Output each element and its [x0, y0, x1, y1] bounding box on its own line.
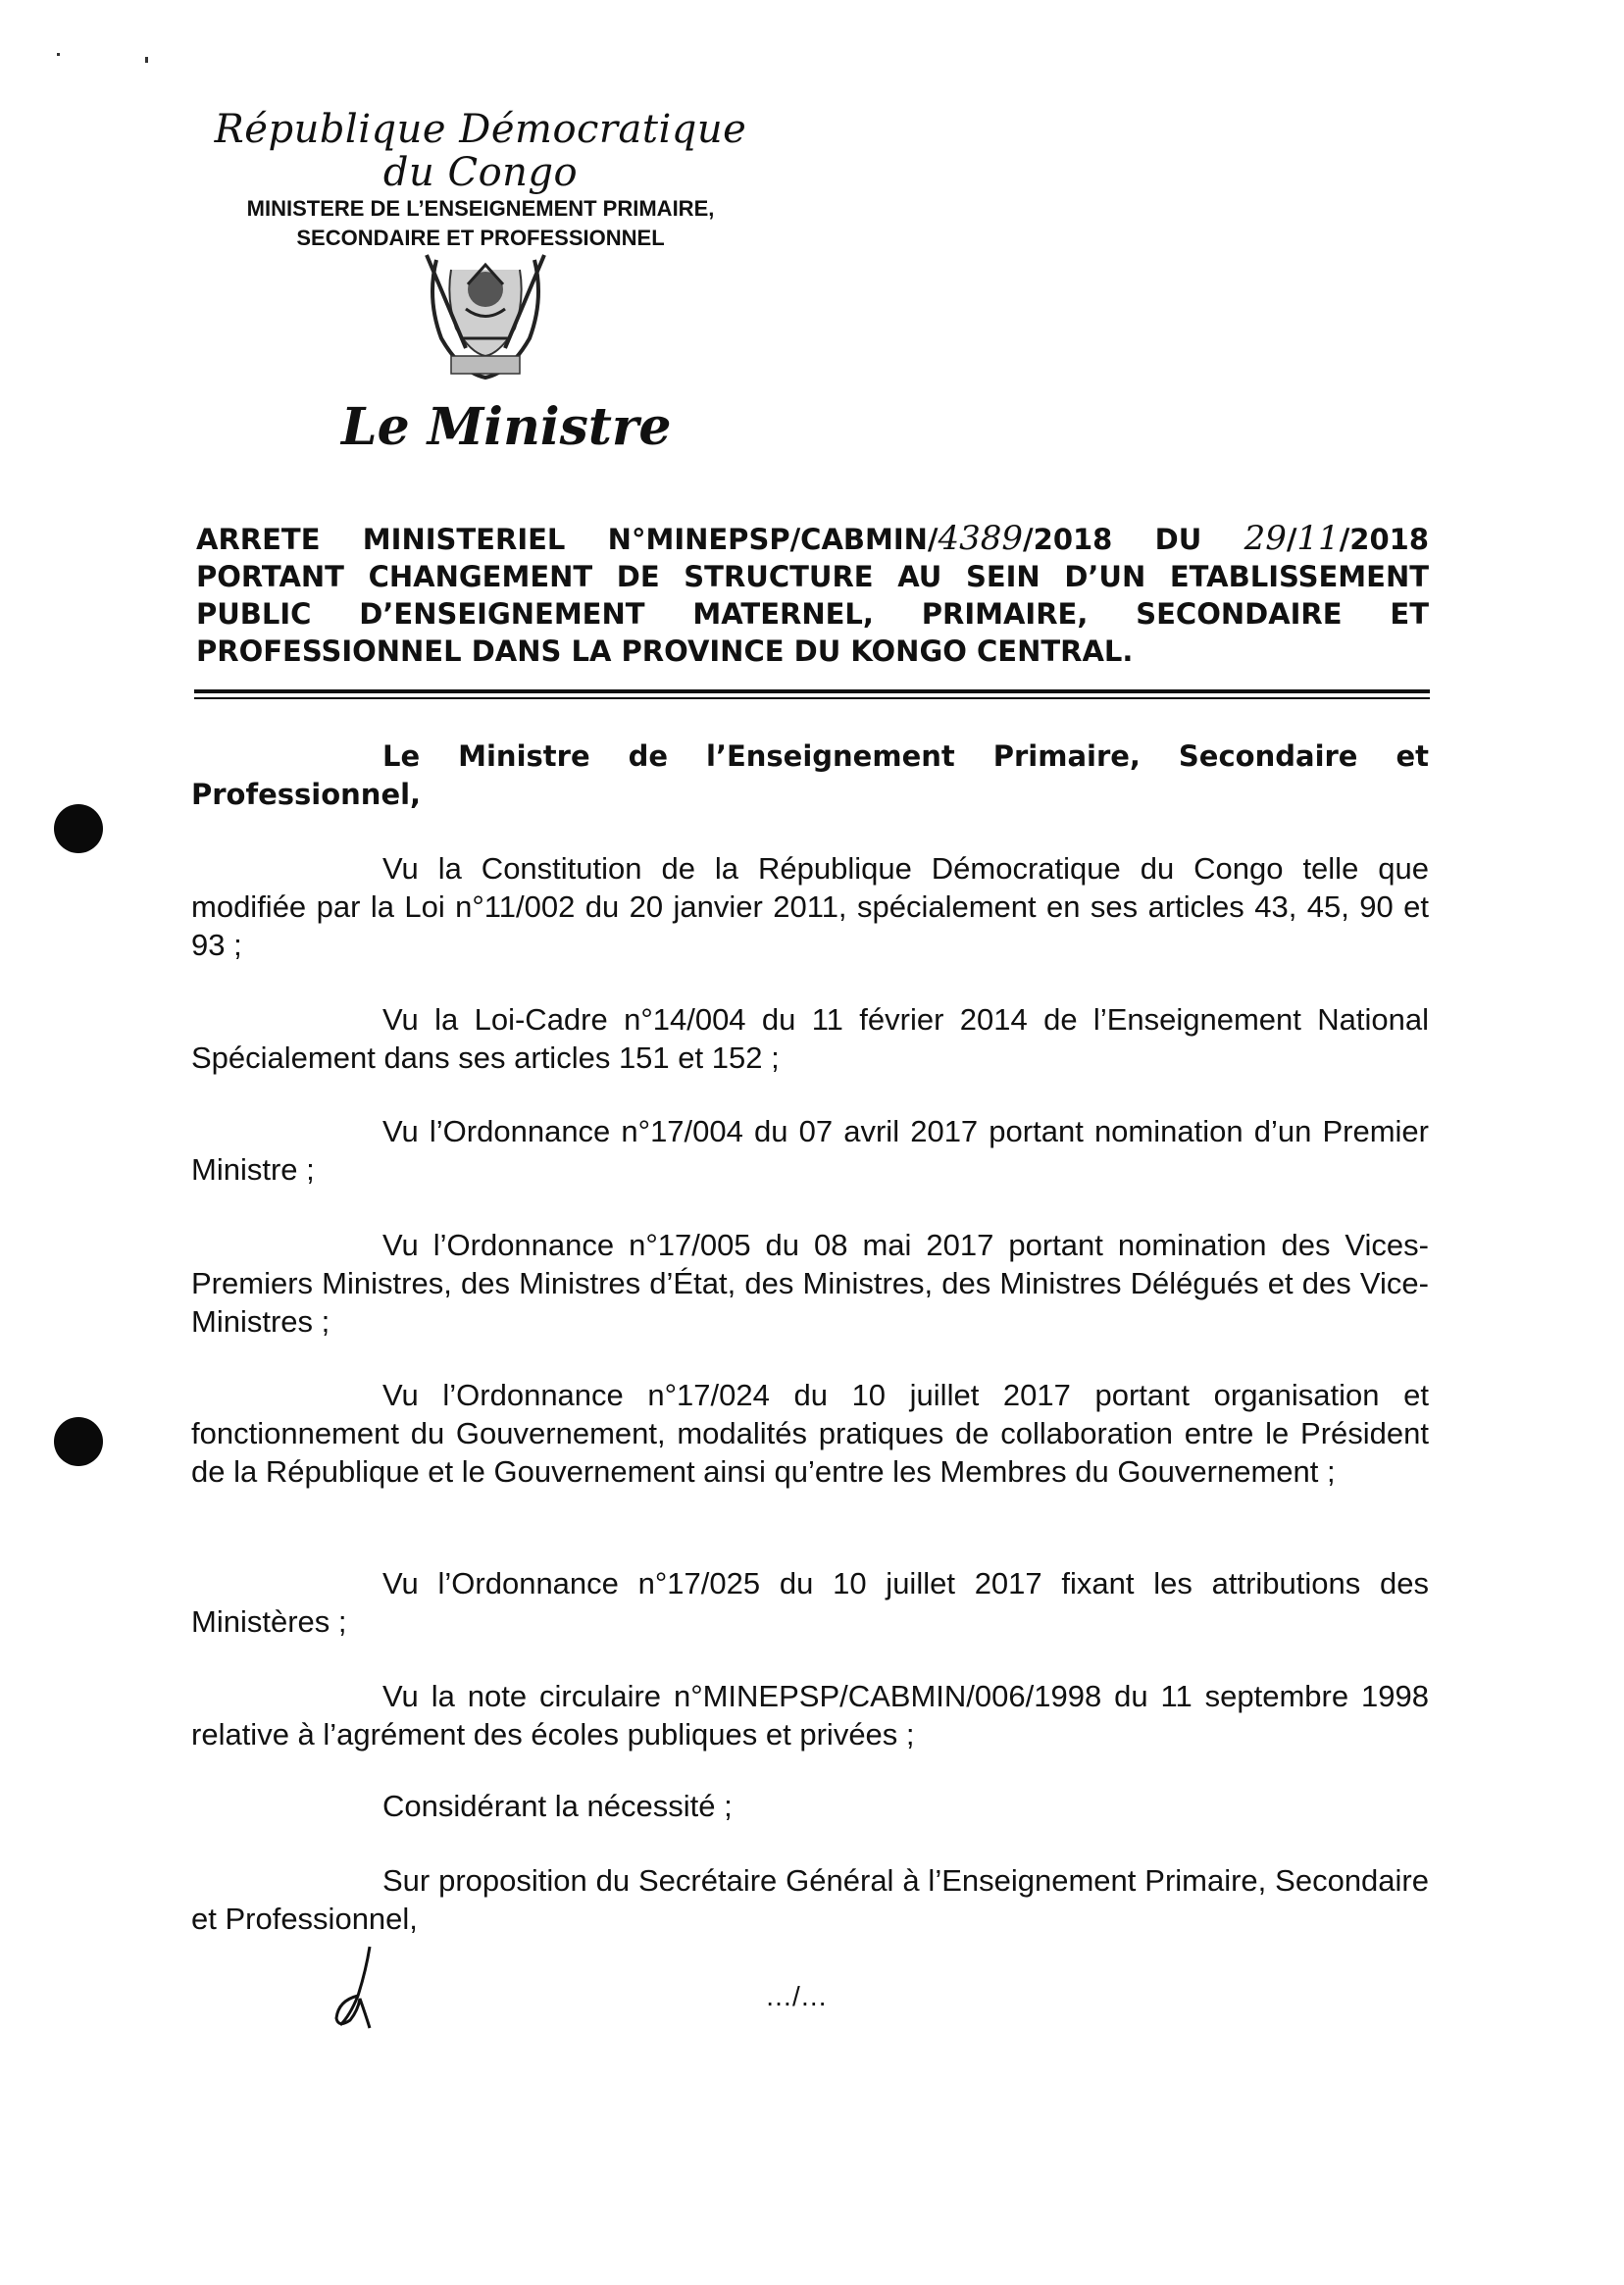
whereas-ordinance-17-024: Vu l’Ordonnance n°17/024 du 10 juillet 2017 portant organisation et fonctionnement du Gouvernement, modalités pratiques de collaboration entre le Président de la République et le Gouvernement ainsi qu’entre les Membres du Gouvernement ; [191, 1378, 1429, 1489]
decree-month-handwritten: 11 [1296, 519, 1340, 558]
on-proposal: Sur proposition du Secrétaire Général à l’Enseignement Primaire, Secondaire et Professionnel, [191, 1863, 1429, 1936]
ministry-name-line1: MINISTERE DE L’ENSEIGNEMENT PRIMAIRE, [246, 196, 715, 221]
coat-of-arms-icon [407, 240, 564, 387]
decree-title [196, 520, 1429, 670]
whereas-framework-law: Vu la Loi-Cadre n°14/004 du 11 février 2014 de l’Enseignement National Spécialement dans ses articles 151 et 152 ; [191, 1002, 1429, 1075]
considering-necessity: Considérant la nécessité ; [382, 1789, 733, 1823]
title-divider-thin [194, 697, 1430, 699]
decree-title-line1: ARRETE MINISTERIEL N°MINEPSP/CABMIN/4389/2018 DU 29/11/2018 [196, 519, 1429, 558]
decree-number-handwritten: 4389 [938, 519, 1024, 558]
continuation-mark: …/… [765, 1981, 828, 2011]
decree-title-line2: PORTANT CHANGEMENT DE STRUCTURE AU SEIN D’UN ETABLISSEMENT [196, 560, 1429, 593]
whereas-ordinance-17-025: Vu l’Ordonnance n°17/025 du 10 juillet 2017 fixant les attributions des Ministères ; [191, 1566, 1429, 1639]
scan-speck [145, 57, 148, 63]
whereas-constitution: Vu la Constitution de la République Démocratique du Congo telle que modifiée par la Loi n°11/002 du 20 janvier 2011, spécialement en ses articles 43, 45, 90 et 93 ; [191, 851, 1429, 962]
decree-title-line3: PUBLIC D’ENSEIGNEMENT MATERNEL, PRIMAIRE, SECONDAIRE ET [196, 597, 1429, 631]
whereas-ordinance-17-005: Vu l’Ordonnance n°17/005 du 08 mai 2017 portant nomination des Vices-Premiers Ministres, des Ministres d’État, des Ministres, des Ministres Délégués et des Vice-Ministres ; [191, 1228, 1429, 1339]
decree-day-handwritten: 29 [1243, 519, 1287, 558]
scan-speck [57, 53, 60, 56]
initials-signature [329, 1942, 387, 2030]
decree-title-line4: PROFESSIONNEL DANS LA PROVINCE DU KONGO CENTRAL. [196, 635, 1134, 668]
whereas-ordinance-17-004: Vu l’Ordonnance n°17/004 du 07 avril 2017 portant nomination d’un Premier Ministre ; [191, 1114, 1429, 1187]
ministry-name-line2: SECONDAIRE ET PROFESSIONNEL [296, 226, 665, 250]
whereas-circular-note: Vu la note circulaire n°MINEPSP/CABMIN/006/1998 du 11 septembre 1998 relative à l’agrément des écoles publiques et privées ; [191, 1679, 1429, 1752]
punch-hole [54, 1417, 103, 1466]
punch-hole [54, 804, 103, 853]
preamble-intro: Le Ministre de l’Enseignement Primaire, Secondaire et Professionnel, [191, 739, 1429, 811]
minister-heading: Le Ministre [341, 397, 672, 457]
republic-name: République Démocratique du Congo [214, 107, 747, 195]
title-divider [194, 689, 1430, 693]
letterhead [206, 108, 755, 253]
